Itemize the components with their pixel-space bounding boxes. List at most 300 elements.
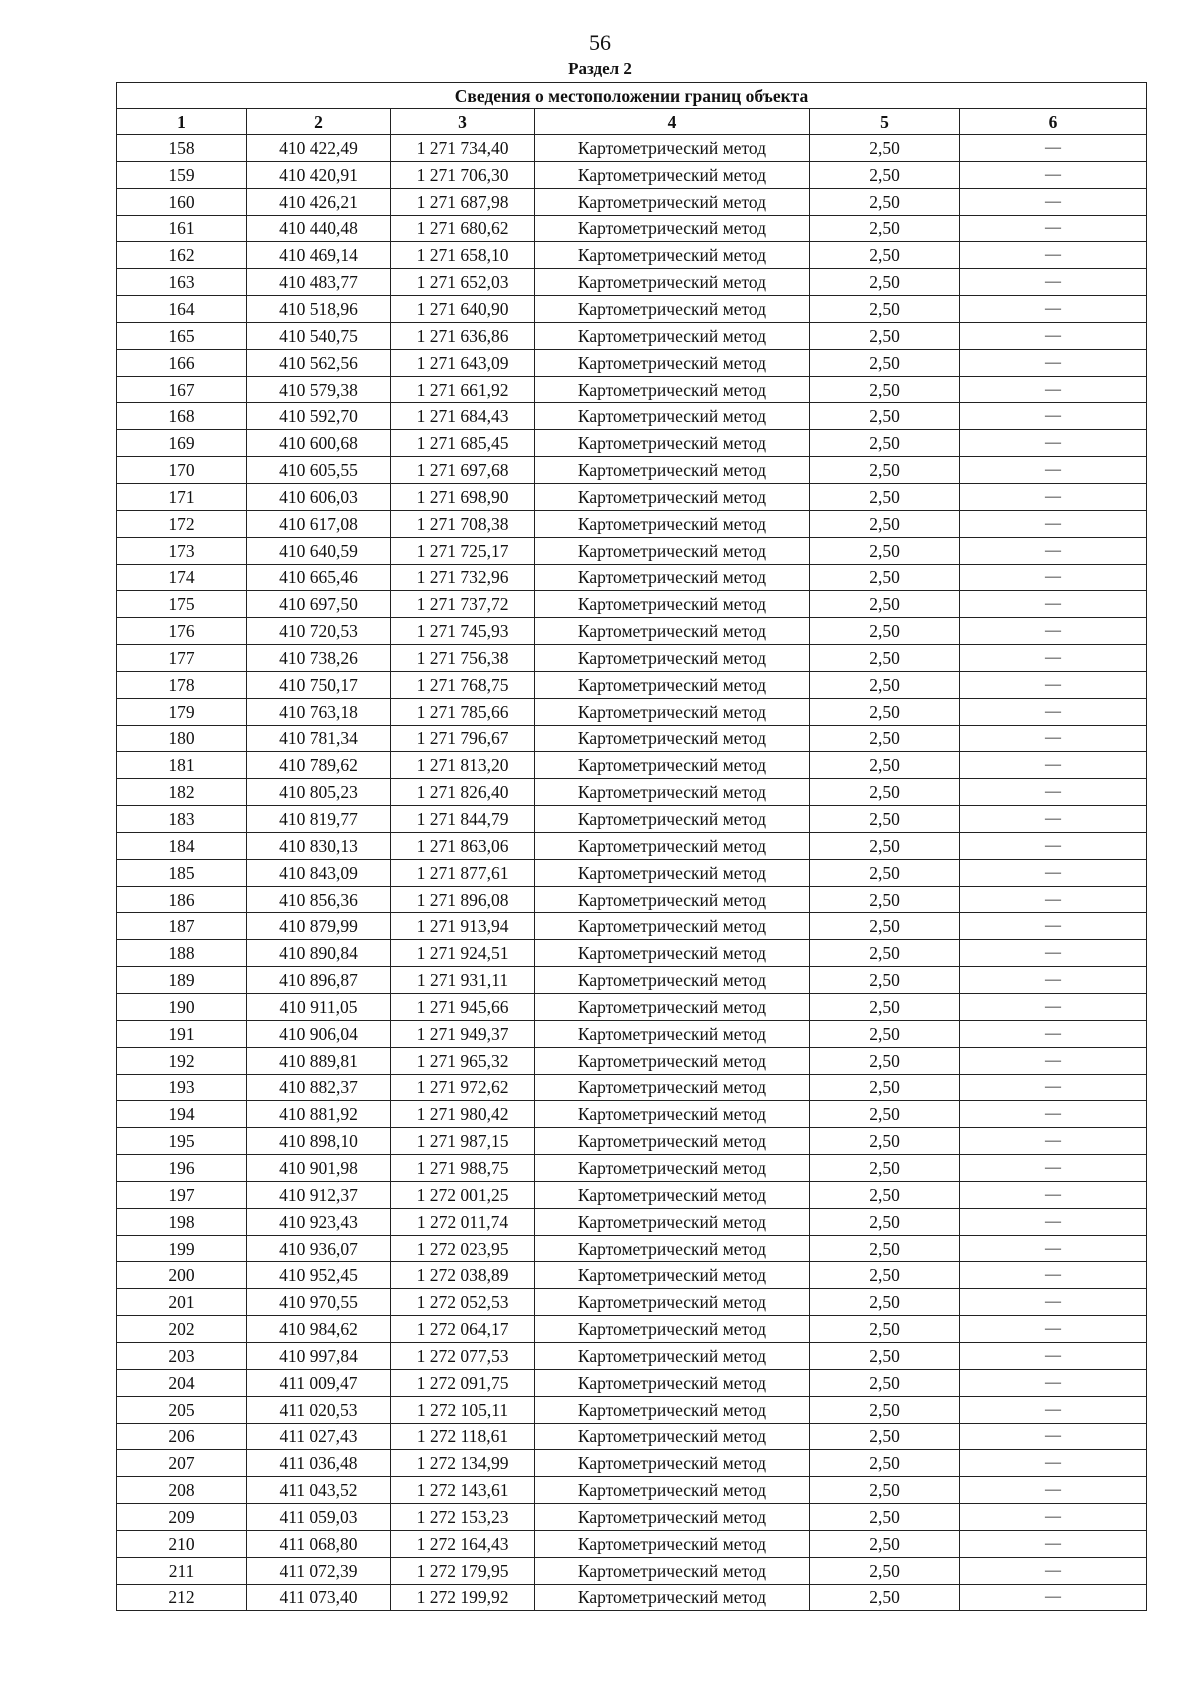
y-coordinate-cell: 1 271 972,62 — [391, 1074, 535, 1101]
table-body — [117, 135, 1147, 1611]
method-cell: Картометрический метод — [535, 1477, 810, 1504]
table-row — [117, 1208, 1147, 1235]
y-coordinate-cell: 1 271 949,37 — [391, 1020, 535, 1047]
x-coordinate-cell: 410 882,37 — [247, 1074, 391, 1101]
description-cell: — — [960, 913, 1147, 940]
point-number-cell: 162 — [117, 242, 247, 269]
method-cell: Картометрический метод — [535, 1235, 810, 1262]
description-cell: — — [960, 1074, 1147, 1101]
description-cell: — — [960, 618, 1147, 645]
description-cell: — — [960, 859, 1147, 886]
y-coordinate-cell: 1 272 064,17 — [391, 1316, 535, 1343]
section-title: Раздел 2 — [568, 59, 632, 78]
point-number-cell: 184 — [117, 832, 247, 859]
table-row — [117, 242, 1147, 269]
x-coordinate-cell: 410 483,77 — [247, 269, 391, 296]
accuracy-cell: 2,50 — [810, 618, 960, 645]
method-cell: Картометрический метод — [535, 135, 810, 162]
point-number-cell: 183 — [117, 806, 247, 833]
y-coordinate-cell: 1 271 826,40 — [391, 779, 535, 806]
table-row — [117, 1262, 1147, 1289]
column-header-row — [117, 109, 1147, 135]
description-cell: — — [960, 430, 1147, 457]
description-cell: — — [960, 886, 1147, 913]
accuracy-cell: 2,50 — [810, 1504, 960, 1531]
x-coordinate-cell: 410 819,77 — [247, 806, 391, 833]
x-coordinate-cell: 410 617,08 — [247, 510, 391, 537]
method-cell: Картометрический метод — [535, 1181, 810, 1208]
point-number-cell: 172 — [117, 510, 247, 537]
y-coordinate-cell: 1 272 153,23 — [391, 1504, 535, 1531]
accuracy-cell: 2,50 — [810, 645, 960, 672]
point-number-cell: 199 — [117, 1235, 247, 1262]
table-row — [117, 1450, 1147, 1477]
method-cell: Картометрический метод — [535, 1369, 810, 1396]
x-coordinate-cell: 410 856,36 — [247, 886, 391, 913]
description-cell: — — [960, 215, 1147, 242]
method-cell: Картометрический метод — [535, 886, 810, 913]
point-number-cell: 181 — [117, 752, 247, 779]
accuracy-cell: 2,50 — [810, 1208, 960, 1235]
accuracy-cell: 2,50 — [810, 1396, 960, 1423]
y-coordinate-cell: 1 272 105,11 — [391, 1396, 535, 1423]
method-cell: Картометрический метод — [535, 1584, 810, 1611]
method-cell: Картометрический метод — [535, 296, 810, 323]
method-cell: Картометрический метод — [535, 376, 810, 403]
table-row — [117, 537, 1147, 564]
table-row — [117, 564, 1147, 591]
y-coordinate-cell: 1 271 640,90 — [391, 296, 535, 323]
description-cell: — — [960, 779, 1147, 806]
accuracy-cell: 2,50 — [810, 913, 960, 940]
accuracy-cell: 2,50 — [810, 135, 960, 162]
table-row — [117, 215, 1147, 242]
point-number-cell: 211 — [117, 1557, 247, 1584]
description-cell: — — [960, 1155, 1147, 1182]
description-cell: — — [960, 322, 1147, 349]
y-coordinate-cell: 1 271 980,42 — [391, 1101, 535, 1128]
description-cell: — — [960, 1020, 1147, 1047]
description-cell: — — [960, 1208, 1147, 1235]
x-coordinate-cell: 410 422,49 — [247, 135, 391, 162]
table-row — [117, 403, 1147, 430]
description-cell: — — [960, 1047, 1147, 1074]
y-coordinate-cell: 1 271 813,20 — [391, 752, 535, 779]
method-cell: Картометрический метод — [535, 1128, 810, 1155]
description-cell: — — [960, 1289, 1147, 1316]
description-cell: — — [960, 591, 1147, 618]
method-cell: Картометрический метод — [535, 1047, 810, 1074]
y-coordinate-cell: 1 272 164,43 — [391, 1530, 535, 1557]
y-coordinate-cell: 1 272 199,92 — [391, 1584, 535, 1611]
x-coordinate-cell: 410 579,38 — [247, 376, 391, 403]
y-coordinate-cell: 1 271 785,66 — [391, 698, 535, 725]
point-number-cell: 204 — [117, 1369, 247, 1396]
x-coordinate-cell: 410 738,26 — [247, 645, 391, 672]
description-cell: — — [960, 242, 1147, 269]
method-cell: Картометрический метод — [535, 1450, 810, 1477]
table-caption: Сведения о местоположении границ объекта — [117, 83, 1147, 109]
point-number-cell: 159 — [117, 161, 247, 188]
x-coordinate-cell: 411 036,48 — [247, 1450, 391, 1477]
description-cell: — — [960, 403, 1147, 430]
description-cell: — — [960, 967, 1147, 994]
method-cell: Картометрический метод — [535, 725, 810, 752]
accuracy-cell: 2,50 — [810, 322, 960, 349]
table-row — [117, 1557, 1147, 1584]
accuracy-cell: 2,50 — [810, 1477, 960, 1504]
method-cell: Картометрический метод — [535, 994, 810, 1021]
x-coordinate-cell: 410 605,55 — [247, 457, 391, 484]
accuracy-cell: 2,50 — [810, 537, 960, 564]
point-number-cell: 205 — [117, 1396, 247, 1423]
y-coordinate-cell: 1 271 734,40 — [391, 135, 535, 162]
accuracy-cell: 2,50 — [810, 806, 960, 833]
point-number-cell: 193 — [117, 1074, 247, 1101]
table-row — [117, 1316, 1147, 1343]
accuracy-cell: 2,50 — [810, 725, 960, 752]
description-cell: — — [960, 1477, 1147, 1504]
method-cell: Картометрический метод — [535, 215, 810, 242]
x-coordinate-cell: 410 763,18 — [247, 698, 391, 725]
description-cell: — — [960, 1101, 1147, 1128]
point-number-cell: 158 — [117, 135, 247, 162]
table-row — [117, 1074, 1147, 1101]
description-cell: — — [960, 269, 1147, 296]
accuracy-cell: 2,50 — [810, 242, 960, 269]
table-row — [117, 1584, 1147, 1611]
table-row — [117, 1477, 1147, 1504]
point-number-cell: 161 — [117, 215, 247, 242]
accuracy-cell: 2,50 — [810, 349, 960, 376]
table-row — [117, 1235, 1147, 1262]
point-number-cell: 174 — [117, 564, 247, 591]
accuracy-cell: 2,50 — [810, 1128, 960, 1155]
description-cell: — — [960, 1557, 1147, 1584]
method-cell: Картометрический метод — [535, 671, 810, 698]
method-cell: Картометрический метод — [535, 269, 810, 296]
y-coordinate-cell: 1 272 179,95 — [391, 1557, 535, 1584]
y-coordinate-cell: 1 272 118,61 — [391, 1423, 535, 1450]
method-cell: Картометрический метод — [535, 349, 810, 376]
method-cell: Картометрический метод — [535, 645, 810, 672]
accuracy-cell: 2,50 — [810, 188, 960, 215]
method-cell: Картометрический метод — [535, 242, 810, 269]
column-header: 3 — [391, 109, 535, 135]
accuracy-cell: 2,50 — [810, 1101, 960, 1128]
x-coordinate-cell: 410 720,53 — [247, 618, 391, 645]
accuracy-cell: 2,50 — [810, 940, 960, 967]
description-cell: — — [960, 994, 1147, 1021]
method-cell: Картометрический метод — [535, 483, 810, 510]
table-row — [117, 430, 1147, 457]
accuracy-cell: 2,50 — [810, 752, 960, 779]
method-cell: Картометрический метод — [535, 1396, 810, 1423]
table-row — [117, 886, 1147, 913]
x-coordinate-cell: 411 027,43 — [247, 1423, 391, 1450]
table-row — [117, 994, 1147, 1021]
description-cell: — — [960, 510, 1147, 537]
accuracy-cell: 2,50 — [810, 1047, 960, 1074]
table-row — [117, 349, 1147, 376]
method-cell: Картометрический метод — [535, 832, 810, 859]
point-number-cell: 175 — [117, 591, 247, 618]
method-cell: Картометрический метод — [535, 1289, 810, 1316]
method-cell: Картометрический метод — [535, 859, 810, 886]
accuracy-cell: 2,50 — [810, 967, 960, 994]
point-number-cell: 194 — [117, 1101, 247, 1128]
x-coordinate-cell: 410 805,23 — [247, 779, 391, 806]
y-coordinate-cell: 1 271 697,68 — [391, 457, 535, 484]
y-coordinate-cell: 1 271 684,43 — [391, 403, 535, 430]
y-coordinate-cell: 1 271 745,93 — [391, 618, 535, 645]
x-coordinate-cell: 410 426,21 — [247, 188, 391, 215]
x-coordinate-cell: 410 970,55 — [247, 1289, 391, 1316]
accuracy-cell: 2,50 — [810, 1235, 960, 1262]
point-number-cell: 210 — [117, 1530, 247, 1557]
point-number-cell: 167 — [117, 376, 247, 403]
y-coordinate-cell: 1 272 001,25 — [391, 1181, 535, 1208]
table-row — [117, 1047, 1147, 1074]
table-row — [117, 1423, 1147, 1450]
description-cell: — — [960, 1262, 1147, 1289]
x-coordinate-cell: 410 889,81 — [247, 1047, 391, 1074]
x-coordinate-cell: 411 020,53 — [247, 1396, 391, 1423]
accuracy-cell: 2,50 — [810, 161, 960, 188]
table-row — [117, 483, 1147, 510]
y-coordinate-cell: 1 271 877,61 — [391, 859, 535, 886]
accuracy-cell: 2,50 — [810, 376, 960, 403]
y-coordinate-cell: 1 271 987,15 — [391, 1128, 535, 1155]
point-number-cell: 200 — [117, 1262, 247, 1289]
x-coordinate-cell: 410 665,46 — [247, 564, 391, 591]
x-coordinate-cell: 410 936,07 — [247, 1235, 391, 1262]
y-coordinate-cell: 1 271 680,62 — [391, 215, 535, 242]
description-cell: — — [960, 645, 1147, 672]
table-row — [117, 1369, 1147, 1396]
table-row — [117, 1289, 1147, 1316]
accuracy-cell: 2,50 — [810, 430, 960, 457]
y-coordinate-cell: 1 272 011,74 — [391, 1208, 535, 1235]
description-cell: — — [960, 135, 1147, 162]
accuracy-cell: 2,50 — [810, 457, 960, 484]
y-coordinate-cell: 1 271 896,08 — [391, 886, 535, 913]
table-row — [117, 135, 1147, 162]
description-cell: — — [960, 1316, 1147, 1343]
accuracy-cell: 2,50 — [810, 1181, 960, 1208]
description-cell: — — [960, 1369, 1147, 1396]
point-number-cell: 169 — [117, 430, 247, 457]
y-coordinate-cell: 1 271 687,98 — [391, 188, 535, 215]
x-coordinate-cell: 410 997,84 — [247, 1342, 391, 1369]
y-coordinate-cell: 1 271 706,30 — [391, 161, 535, 188]
table-row — [117, 779, 1147, 806]
accuracy-cell: 2,50 — [810, 1557, 960, 1584]
x-coordinate-cell: 411 009,47 — [247, 1369, 391, 1396]
y-coordinate-cell: 1 271 931,11 — [391, 967, 535, 994]
accuracy-cell: 2,50 — [810, 1074, 960, 1101]
accuracy-cell: 2,50 — [810, 1423, 960, 1450]
table-row — [117, 618, 1147, 645]
table-row — [117, 1396, 1147, 1423]
accuracy-cell: 2,50 — [810, 215, 960, 242]
method-cell: Картометрический метод — [535, 1342, 810, 1369]
point-number-cell: 187 — [117, 913, 247, 940]
method-cell: Картометрический метод — [535, 1155, 810, 1182]
x-coordinate-cell: 410 540,75 — [247, 322, 391, 349]
method-cell: Картометрический метод — [535, 940, 810, 967]
x-coordinate-cell: 410 911,05 — [247, 994, 391, 1021]
accuracy-cell: 2,50 — [810, 1289, 960, 1316]
table-row — [117, 591, 1147, 618]
point-number-cell: 197 — [117, 1181, 247, 1208]
x-coordinate-cell: 410 898,10 — [247, 1128, 391, 1155]
description-cell: — — [960, 1235, 1147, 1262]
point-number-cell: 180 — [117, 725, 247, 752]
table-row — [117, 376, 1147, 403]
table-row — [117, 1504, 1147, 1531]
x-coordinate-cell: 410 881,92 — [247, 1101, 391, 1128]
point-number-cell: 203 — [117, 1342, 247, 1369]
table-row — [117, 671, 1147, 698]
method-cell: Картометрический метод — [535, 806, 810, 833]
table-row — [117, 967, 1147, 994]
method-cell: Картометрический метод — [535, 1423, 810, 1450]
y-coordinate-cell: 1 272 091,75 — [391, 1369, 535, 1396]
column-header: 1 — [117, 109, 247, 135]
point-number-cell: 201 — [117, 1289, 247, 1316]
point-number-cell: 185 — [117, 859, 247, 886]
accuracy-cell: 2,50 — [810, 564, 960, 591]
x-coordinate-cell: 410 890,84 — [247, 940, 391, 967]
point-number-cell: 166 — [117, 349, 247, 376]
y-coordinate-cell: 1 271 636,86 — [391, 322, 535, 349]
method-cell: Картометрический метод — [535, 1020, 810, 1047]
table-row — [117, 698, 1147, 725]
y-coordinate-cell: 1 271 965,32 — [391, 1047, 535, 1074]
table-row — [117, 832, 1147, 859]
accuracy-cell: 2,50 — [810, 1020, 960, 1047]
point-number-cell: 188 — [117, 940, 247, 967]
description-cell: — — [960, 1504, 1147, 1531]
accuracy-cell: 2,50 — [810, 886, 960, 913]
point-number-cell: 202 — [117, 1316, 247, 1343]
point-number-cell: 164 — [117, 296, 247, 323]
description-cell: — — [960, 806, 1147, 833]
x-coordinate-cell: 411 073,40 — [247, 1584, 391, 1611]
table-row — [117, 1101, 1147, 1128]
point-number-cell: 160 — [117, 188, 247, 215]
method-cell: Картометрический метод — [535, 1316, 810, 1343]
description-cell: — — [960, 1342, 1147, 1369]
table-row — [117, 1128, 1147, 1155]
y-coordinate-cell: 1 271 945,66 — [391, 994, 535, 1021]
x-coordinate-cell: 410 901,98 — [247, 1155, 391, 1182]
description-cell: — — [960, 483, 1147, 510]
method-cell: Картометрический метод — [535, 1530, 810, 1557]
x-coordinate-cell: 411 043,52 — [247, 1477, 391, 1504]
accuracy-cell: 2,50 — [810, 1369, 960, 1396]
y-coordinate-cell: 1 271 924,51 — [391, 940, 535, 967]
accuracy-cell: 2,50 — [810, 994, 960, 1021]
x-coordinate-cell: 410 789,62 — [247, 752, 391, 779]
x-coordinate-cell: 410 440,48 — [247, 215, 391, 242]
table-row — [117, 322, 1147, 349]
point-number-cell: 192 — [117, 1047, 247, 1074]
method-cell: Картометрический метод — [535, 457, 810, 484]
accuracy-cell: 2,50 — [810, 403, 960, 430]
y-coordinate-cell: 1 271 796,67 — [391, 725, 535, 752]
y-coordinate-cell: 1 271 768,75 — [391, 671, 535, 698]
method-cell: Картометрический метод — [535, 403, 810, 430]
x-coordinate-cell: 410 830,13 — [247, 832, 391, 859]
point-number-cell: 212 — [117, 1584, 247, 1611]
method-cell: Картометрический метод — [535, 322, 810, 349]
x-coordinate-cell: 410 518,96 — [247, 296, 391, 323]
point-number-cell: 177 — [117, 645, 247, 672]
x-coordinate-cell: 410 420,91 — [247, 161, 391, 188]
description-cell: — — [960, 1423, 1147, 1450]
table-row — [117, 296, 1147, 323]
table-row — [117, 457, 1147, 484]
y-coordinate-cell: 1 272 143,61 — [391, 1477, 535, 1504]
table-row — [117, 645, 1147, 672]
point-number-cell: 182 — [117, 779, 247, 806]
point-number-cell: 190 — [117, 994, 247, 1021]
accuracy-cell: 2,50 — [810, 483, 960, 510]
point-number-cell: 170 — [117, 457, 247, 484]
description-cell: — — [960, 1584, 1147, 1611]
table-row — [117, 806, 1147, 833]
point-number-cell: 165 — [117, 322, 247, 349]
x-coordinate-cell: 410 606,03 — [247, 483, 391, 510]
x-coordinate-cell: 410 923,43 — [247, 1208, 391, 1235]
method-cell: Картометрический метод — [535, 1101, 810, 1128]
x-coordinate-cell: 410 600,68 — [247, 430, 391, 457]
table-row — [117, 1181, 1147, 1208]
accuracy-cell: 2,50 — [810, 510, 960, 537]
table-row — [117, 940, 1147, 967]
description-cell: — — [960, 537, 1147, 564]
description-cell: — — [960, 698, 1147, 725]
y-coordinate-cell: 1 271 685,45 — [391, 430, 535, 457]
method-cell: Картометрический метод — [535, 430, 810, 457]
y-coordinate-cell: 1 271 913,94 — [391, 913, 535, 940]
method-cell: Картометрический метод — [535, 537, 810, 564]
y-coordinate-cell: 1 271 844,79 — [391, 806, 535, 833]
table-caption-row — [117, 83, 1147, 109]
boundary-coordinates-table — [116, 82, 1147, 1611]
method-cell: Картометрический метод — [535, 188, 810, 215]
y-coordinate-cell: 1 271 756,38 — [391, 645, 535, 672]
x-coordinate-cell: 410 906,04 — [247, 1020, 391, 1047]
y-coordinate-cell: 1 271 732,96 — [391, 564, 535, 591]
y-coordinate-cell: 1 271 737,72 — [391, 591, 535, 618]
x-coordinate-cell: 410 697,50 — [247, 591, 391, 618]
x-coordinate-cell: 410 592,70 — [247, 403, 391, 430]
table-row — [117, 752, 1147, 779]
description-cell: — — [960, 296, 1147, 323]
method-cell: Картометрический метод — [535, 591, 810, 618]
method-cell: Картометрический метод — [535, 967, 810, 994]
x-coordinate-cell: 410 750,17 — [247, 671, 391, 698]
description-cell: — — [960, 564, 1147, 591]
column-header: 5 — [810, 109, 960, 135]
method-cell: Картометрический метод — [535, 698, 810, 725]
page-number: 56 — [589, 30, 611, 55]
point-number-cell: 173 — [117, 537, 247, 564]
y-coordinate-cell: 1 271 652,03 — [391, 269, 535, 296]
